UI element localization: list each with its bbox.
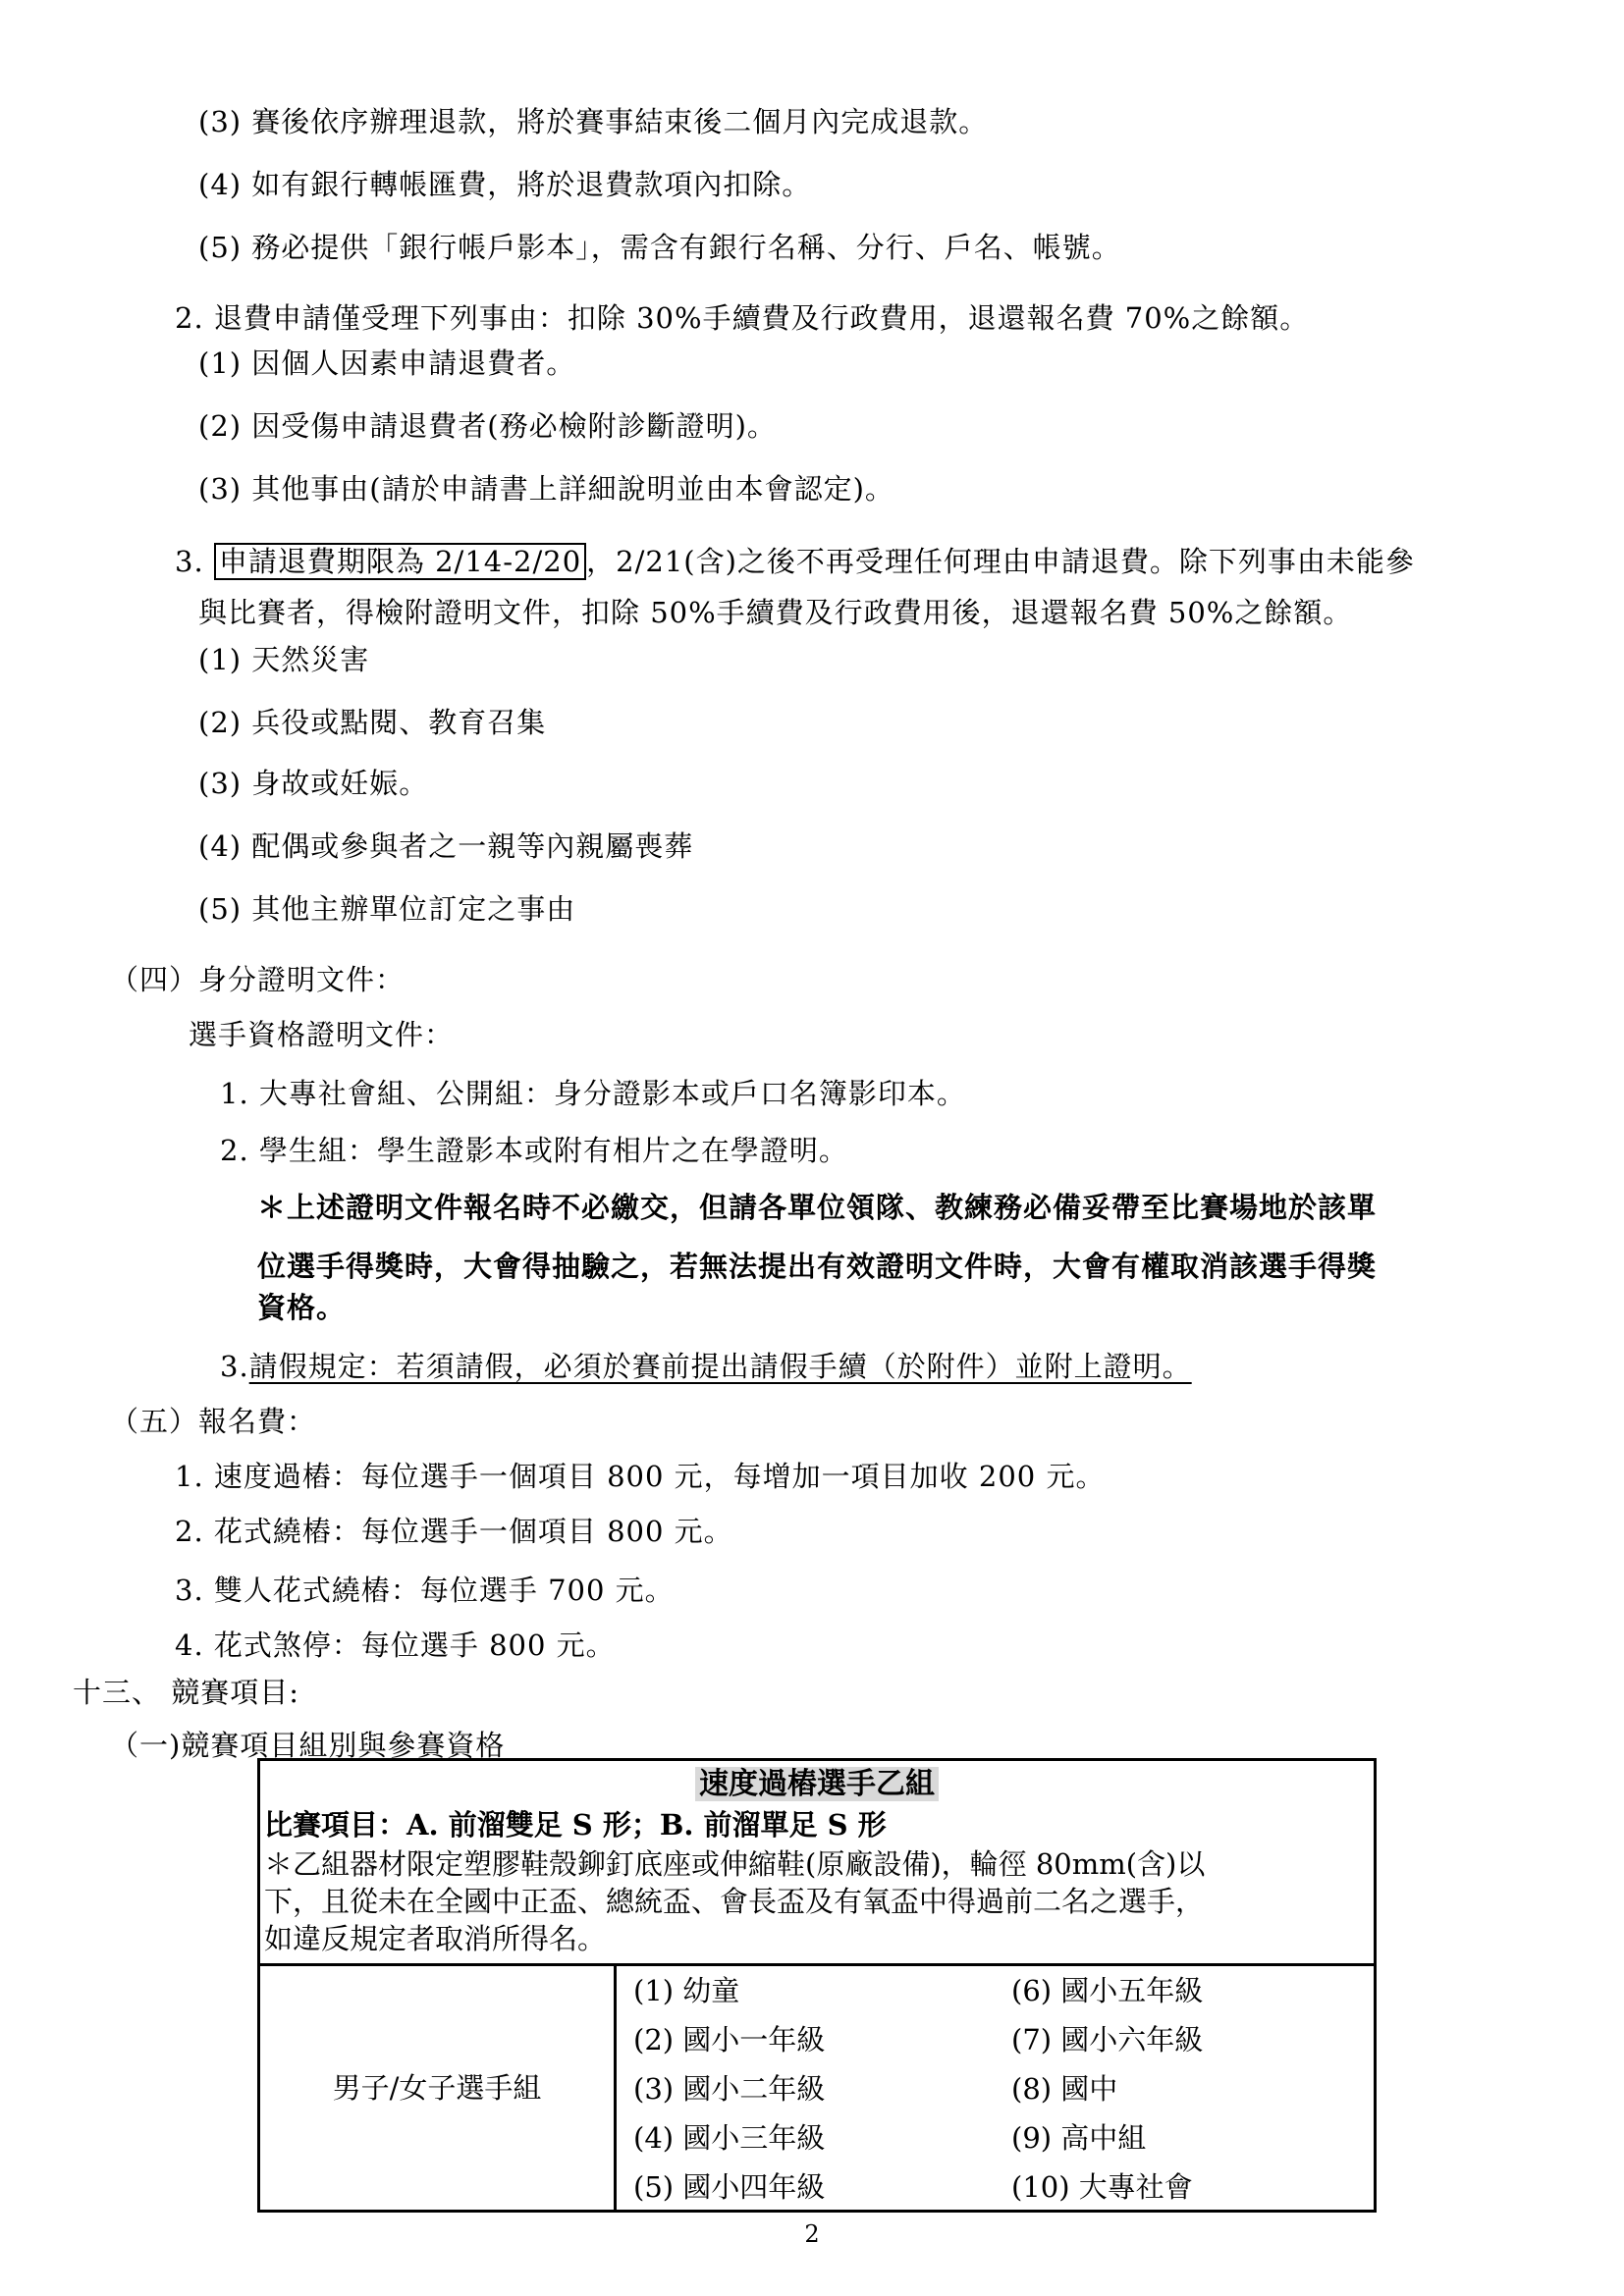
refund-reason-3: (3) 其他事由(請於申請書上詳細說明並由本會認定)。 (198, 472, 894, 506)
id-documents-subheading: 選手資格證明文件： (189, 1018, 455, 1051)
fee-2: 2. 花式繞樁：每位選手一個項目 800 元。 (175, 1515, 733, 1548)
table-header (260, 1761, 1374, 1966)
refund-deadline-continued: 與比賽者，得檢附證明文件，扣除 50%手續費及行政費用後，退還報名費 50%之餘額。 (198, 596, 1353, 629)
category-5: (5) 國小四年級 (633, 2170, 826, 2204)
refund-deadline-rest: ，2/21(含)之後不再受理任何理由申請退費。除下列事由未能參 (586, 545, 1415, 578)
fee-1: 1. 速度過樁：每位選手一個項目 800 元，每增加一項目加收 200 元。 (175, 1460, 1106, 1493)
refund-reason-1: (1) 因個人因素申請退費者。 (198, 347, 576, 380)
table-title (260, 1765, 1374, 1804)
refund-rule-3: (3) 賽後依序辦理退款，將於賽事結束後二個月內完成退款。 (198, 105, 989, 138)
table-title-text: 速度過樁選手乙組 (695, 1767, 939, 1801)
fee-3: 3. 雙人花式繞樁：每位選手 700 元。 (175, 1574, 675, 1607)
refund-deadline-number: 3. (175, 545, 204, 578)
refund-deadline-line (175, 542, 1415, 581)
refund-rule-5: (5) 務必提供「銀行帳戶影本」，需含有銀行名稱、分行、戶名、帳號。 (198, 231, 1121, 264)
refund-reason-2: (2) 因受傷申請退費者(務必檢附診斷證明)。 (198, 409, 777, 443)
exception-5: (5) 其他主辦單位訂定之事由 (198, 892, 576, 926)
exception-2: (2) 兵役或點閱、教育召集 (198, 706, 547, 739)
id-note-line-1: ＊上述證明文件報名時不必繳交，但請各單位領隊、教練務必備妥帶至比賽場地於該單 (257, 1191, 1378, 1224)
section-13-sub-heading: （一)競賽項目組別與參賽資格 (110, 1729, 506, 1762)
category-3: (3) 國小二年級 (633, 2072, 826, 2106)
table-note-line-2: 下，且從未在全國中正盃、總統盃、會長盃及有氧盃中得過前二名之選手， (264, 1885, 1205, 1918)
category-8: (8) 國中 (1011, 2072, 1118, 2106)
refund-rule-4: (4) 如有銀行轉帳匯費，將於退費款項內扣除。 (198, 168, 812, 201)
table-note-line-3: 如違反規定者取消所得名。 (264, 1922, 607, 1955)
category-7: (7) 國小六年級 (1011, 2023, 1204, 2056)
id-document-2: 2. 學生組：學生證影本或附有相片之在學證明。 (220, 1134, 848, 1167)
group-label-text: 男子/女子選手組 (332, 2071, 542, 2105)
table-group-label (260, 1963, 614, 2210)
table-events: 比賽項目：A. 前溜雙足 S 形；B. 前溜單足 S 形 (264, 1808, 887, 1842)
category-6: (6) 國小五年級 (1011, 1974, 1204, 2007)
category-2: (2) 國小一年級 (633, 2023, 826, 2056)
competition-table (257, 1758, 1377, 2213)
category-10: (10) 大專社會 (1011, 2170, 1193, 2204)
category-9: (9) 高中組 (1011, 2121, 1147, 2155)
exception-1: (1) 天然災害 (198, 643, 370, 676)
refund-reasons-heading: 2. 退費申請僅受理下列事由：扣除 30%手續費及行政費用，退還報名費 70%之餘額。 (175, 301, 1310, 335)
refund-deadline-box: 申請退費期限為 2/14-2/20 (214, 543, 586, 580)
category-1: (1) 幼童 (633, 1974, 740, 2007)
category-4: (4) 國小三年級 (633, 2121, 826, 2155)
id-note-line-3: 資格。 (257, 1291, 347, 1324)
leave-rule-number: 3. (220, 1350, 249, 1383)
fee-4: 4. 花式煞停：每位選手 800 元。 (175, 1629, 616, 1662)
section-13-heading: 十三、 競賽項目: (73, 1676, 299, 1709)
table-note-line-1: ＊乙組器材限定塑膠鞋殼鉚釘底座或伸縮鞋(原廠設備)，輪徑 80mm(含)以 (264, 1847, 1206, 1881)
id-document-1: 1. 大專社會組、公開組：身分證影本或戶口名簿影印本。 (220, 1077, 966, 1110)
leave-rule-text: 請假規定：若須請假，必須於賽前提出請假手續（於附件）並附上證明。 (248, 1350, 1192, 1383)
table-divider (614, 1963, 617, 2210)
id-documents-heading: （四）身分證明文件： (110, 963, 406, 996)
exception-4: (4) 配偶或參與者之一親等內親屬喪葬 (198, 829, 694, 863)
id-note-line-2: 位選手得獎時，大會得抽驗之，若無法提出有效證明文件時，大會有權取消該選手得獎 (257, 1250, 1378, 1283)
leave-rule (220, 1347, 1192, 1386)
page-number: 2 (804, 2220, 820, 2248)
exception-3: (3) 身故或妊娠。 (198, 767, 429, 800)
fees-heading: （五）報名費： (110, 1405, 317, 1438)
